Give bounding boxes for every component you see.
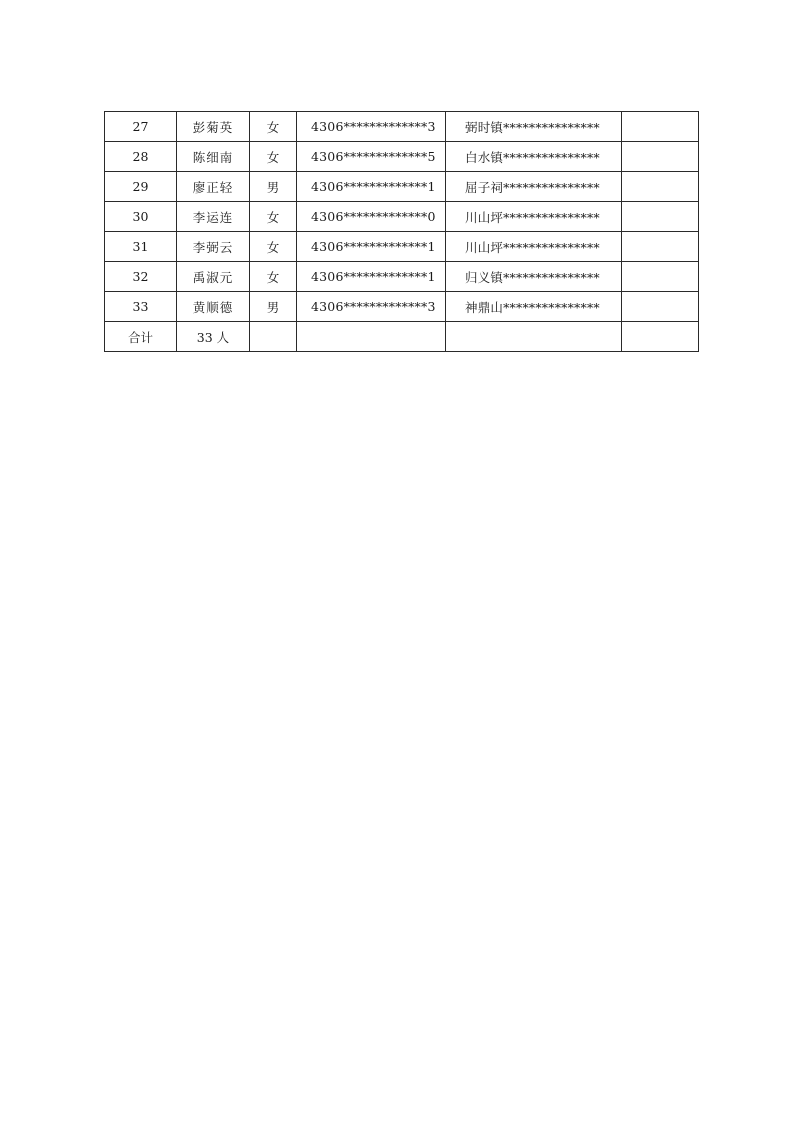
gender: 女: [250, 112, 297, 142]
note: [622, 292, 699, 322]
id-number: 4306*************3: [297, 112, 446, 142]
total-row: [105, 322, 699, 352]
address: 神鼎山***************: [446, 292, 622, 322]
note: [622, 172, 699, 202]
table-row: [105, 292, 699, 322]
table-row: [105, 142, 699, 172]
row-number: 29: [105, 172, 177, 202]
person-name: 李弼云: [177, 232, 250, 262]
id-number: 4306*************1: [297, 172, 446, 202]
row-number: 31: [105, 232, 177, 262]
person-name: 廖正轻: [177, 172, 250, 202]
id-number: 4306*************1: [297, 262, 446, 292]
note: [622, 112, 699, 142]
note: [622, 262, 699, 292]
table-row: [105, 262, 699, 292]
person-name: 黄顺德: [177, 292, 250, 322]
id-number: 4306*************0: [297, 202, 446, 232]
person-name: 彭菊英: [177, 112, 250, 142]
empty-cell: [250, 322, 297, 352]
address: 屈子祠***************: [446, 172, 622, 202]
empty-cell: [446, 322, 622, 352]
gender: 男: [250, 172, 297, 202]
id-number: 4306*************1: [297, 232, 446, 262]
empty-cell: [622, 322, 699, 352]
note: [622, 142, 699, 172]
gender: 男: [250, 292, 297, 322]
gender: 女: [250, 142, 297, 172]
table-row: [105, 112, 699, 142]
person-name: 陈细南: [177, 142, 250, 172]
gender: 女: [250, 202, 297, 232]
row-number: 27: [105, 112, 177, 142]
id-number: 4306*************3: [297, 292, 446, 322]
address: 川山坪***************: [446, 232, 622, 262]
table-row: [105, 232, 699, 262]
total-count: 33 人: [177, 322, 250, 352]
table-row: [105, 202, 699, 232]
gender: 女: [250, 232, 297, 262]
note: [622, 232, 699, 262]
table-row: [105, 172, 699, 202]
note: [622, 202, 699, 232]
gender: 女: [250, 262, 297, 292]
total-label: 合计: [105, 322, 177, 352]
person-name: 李运连: [177, 202, 250, 232]
row-number: 30: [105, 202, 177, 232]
roster-table: [104, 111, 699, 352]
address: 弼时镇***************: [446, 112, 622, 142]
row-number: 28: [105, 142, 177, 172]
id-number: 4306*************5: [297, 142, 446, 172]
address: 川山坪***************: [446, 202, 622, 232]
empty-cell: [297, 322, 446, 352]
person-name: 禹淑元: [177, 262, 250, 292]
row-number: 33: [105, 292, 177, 322]
row-number: 32: [105, 262, 177, 292]
address: 归义镇***************: [446, 262, 622, 292]
address: 白水镇***************: [446, 142, 622, 172]
